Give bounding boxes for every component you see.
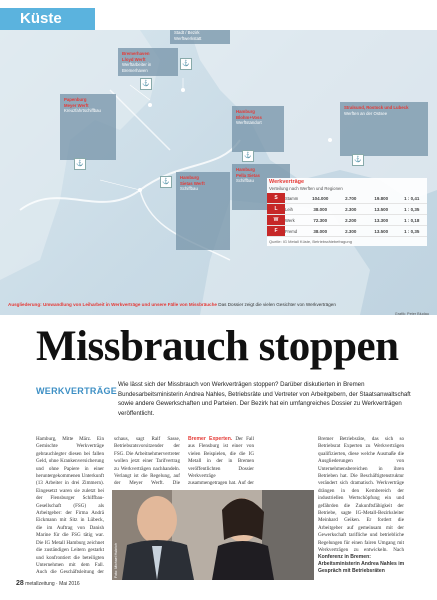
section-label: Küste [20,10,62,27]
map-caption: Ausgliederung: Umwandlung von Leiharbeit in Werkverträge und unsere Fälle von Missbräuche Das Dossier zeigt die vielen Gesichter von Werkverträgen [8,302,336,307]
ship-icon: ⚓ [242,150,254,162]
worker-icon: F [267,226,285,236]
section-tab [0,8,95,30]
table-row: W Werk 72.300 2.200 13.300 1 : 0,18 [267,215,427,226]
lead-paragraph: Wie lässt sich der Missbrauch von Werkverträgen stoppen? Darüber diskutierten in Bremen Bundesarbeitsministerin Andrea Nahles, Betriebsräte und Vertreter von Arbeitgebern, der Staatsanwaltschaft sowie andere Gewerkschaften und Parteien. Der Bezirk hat ein umfangreiches Dossier zu Werkverträgen veröffentlicht. [118,381,411,417]
page-footer [16,580,80,587]
kicker: WERKVERTRÄGE [36,386,118,396]
coast-map [0,30,437,315]
page-number: 28 [16,580,24,587]
worker-icon: L [267,204,285,214]
table-title: Werkverträge [269,179,305,185]
ship-icon: ⚓ [160,176,172,188]
worker-icon: W [267,215,285,225]
conference-photo [112,490,314,580]
worker-icon: S [267,193,285,203]
ship-icon: ⚓ [140,78,152,90]
table-row: L Leih 38.000 2.300 13.500 1 : 0,35 [267,204,427,215]
table-row: S Stamm 104.000 2.700 19.800 1 : 0,41 [267,193,427,204]
ship-icon: ⚓ [74,158,86,170]
headline: Missbrauch stoppen [36,323,399,370]
table-legend: Quelle: IG Metall Küste, Betriebsrätebefragung [269,239,352,244]
callout-hamburg-1: Hamburg Blohm+Voss Werftstandort [232,106,284,152]
body-column-3: Bremer Experten. Der Fall aus Flensburg ist einer von vielen Beispielen, die die IG Metall in der in Bremen veröffentlichten Dossier Werkverträge zusammengetragen hat. Auf der [188,436,254,487]
callout-papenburg: Papenburg Meyer Werft Kreuzfahrtschiffbau [60,94,116,160]
callout-hamburg-3: Hamburg Pella Sietas Schiffbau [232,164,290,210]
callout-bremerhaven: Bremerhaven Lloyd Werft Werftarbeiter in Bremerhaven [118,48,178,76]
werkvertraege-table [267,178,427,246]
callout-ostsee: Stralsund, Rostock und Lubeck Werften an der Ostsee [340,102,428,156]
body-column-1: Hamburg, Mitte März. Ein Gemischte Werkverträge gebrauchlegter diesen bei fallen Geld, ohne Krankenversicherung und ohne Papiere in einer heruntergekommenen Unterkunft (13 Arbeiter in drei Zimmern). Eingesetzt waren sie zuletzt bei der Flensburger Schiffbau-Gesellschaft (FSG) als Arbeitgeber: der Firma Andrä Eickmann mit Sitz in Lübeck, die im Auftrag von Danish Marine für die FSG tätig war. Die IG Metall Hamburg zeichnet die zuständigen Leitern gestarkt und konfrontiert die beteiligten Unternehmen mit dem Fall. Auch die Geschäftsleitung der [36,436,104,576]
ship-icon: ⚓ [352,154,364,166]
table-row: F Fremd 38.000 2.300 13.500 1 : 0,35 [267,226,427,237]
photo-image [112,490,314,580]
photo-credit: Foto: Michael Hubrich [114,543,118,578]
footer-text: metallzeitung · Mai 2016 [25,581,80,587]
body-column-2: schaus, sagt Ralf Sasse, Betriebsratsvorsitzender der FSG. Die Arbeitnehmervertreter wollen jetzt einer Tarifvertrag zu Werkverträgen nachhandeln. Verlangt ist die Regelung, auf der Meyer Werft. Die [114,436,180,487]
body-column-4: Bremer Betriebsräte, das sich so Betriebsrat Experten zu Werkverträgen qualifizierten, diese welche Ausmaße die Ausgliederungen von Unternehmensbereichen in ihren Betrieben hat. Die Beschäftigtenstruktur verändert sich dramatisch. Werkverträge drängen in den Kernbereich der industriellen Wertschöpfung ein und gefährden die Zukunftsfähigkeit der Betriebe, sagte IG-Metall-Bezirksleiter Meinhard Geiken. Er fordert die Arbeitgeber auf gemeinsam mit der Gewerkschaft tarifliche und betriebliche Regelungen für einen fairen Umgang mit Werkverträgen zu entwickeln. Nach [318,436,404,552]
photo-caption: Konferenz in Bremen: Arbeitsministerin Andrea Nahles im Gespräch mit Betriebsräten [318,554,405,574]
callout-flensburg: Stadt / Bezirk Werftwerkstatt [170,30,230,44]
ship-icon: ⚓ [180,58,192,70]
callout-hamburg-2: Hamburg Sietas Werft Schiffbau [176,172,230,250]
map-credit: Grafik: Peter Bludau [394,312,429,316]
table-subtitle: Verteilung nach Werften und Regionen [269,186,343,191]
